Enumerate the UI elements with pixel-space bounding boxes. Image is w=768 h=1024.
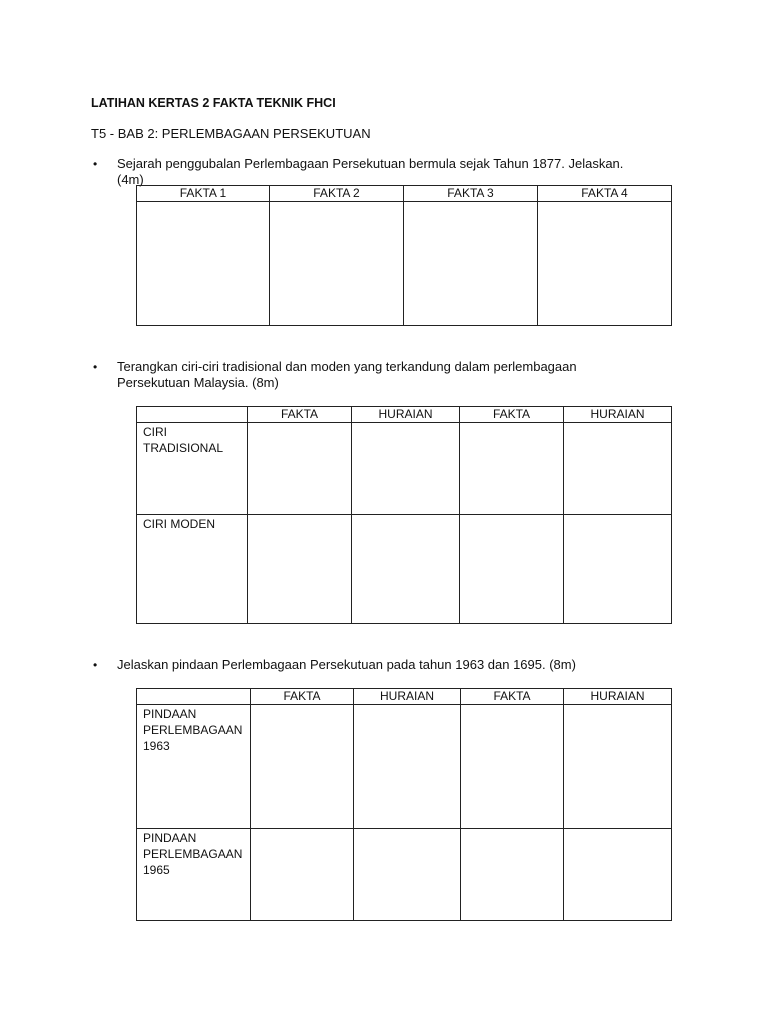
bullet-icon: • bbox=[93, 157, 98, 171]
header-cell: FAKTA 2 bbox=[270, 186, 404, 202]
question-2-table bbox=[136, 406, 672, 624]
header-cell: HURAIAN bbox=[564, 407, 672, 423]
table-header-row bbox=[137, 186, 672, 202]
answer-cell[interactable] bbox=[352, 515, 460, 624]
answer-cell[interactable] bbox=[354, 829, 461, 921]
answer-cell[interactable] bbox=[251, 705, 354, 829]
answer-cell[interactable] bbox=[460, 423, 564, 515]
answer-cell[interactable] bbox=[354, 705, 461, 829]
answer-cell[interactable] bbox=[251, 829, 354, 921]
table-header-row bbox=[137, 689, 672, 705]
question-1 bbox=[93, 156, 693, 187]
table-row bbox=[137, 705, 672, 829]
header-cell: FAKTA 4 bbox=[538, 186, 672, 202]
answer-cell[interactable] bbox=[248, 515, 352, 624]
table-row bbox=[137, 515, 672, 624]
header-cell: FAKTA bbox=[460, 407, 564, 423]
answer-cell[interactable] bbox=[564, 515, 672, 624]
table-row bbox=[137, 829, 672, 921]
bullet-icon: • bbox=[93, 658, 98, 672]
table-header-row bbox=[137, 407, 672, 423]
header-cell: HURAIAN bbox=[352, 407, 460, 423]
document-title: LATIHAN KERTAS 2 FAKTA TEKNIK FHCI bbox=[91, 96, 336, 110]
question-3-text: Jelaskan pindaan Perlembagaan Persekutuan pada tahun 1963 dan 1695. (8m) bbox=[117, 657, 576, 672]
header-cell: HURAIAN bbox=[354, 689, 461, 705]
table-row bbox=[137, 423, 672, 515]
answer-cell[interactable] bbox=[461, 705, 564, 829]
bullet-icon: • bbox=[93, 360, 98, 374]
header-cell bbox=[137, 689, 251, 705]
question-3 bbox=[93, 657, 693, 675]
question-3-table bbox=[136, 688, 672, 921]
row-label-pindaan-1963: PINDAAN PERLEMBAGAAN 1963 bbox=[137, 705, 251, 829]
question-1-text: Sejarah penggubalan Perlembagaan Persekutuan bermula sejak Tahun 1877. Jelaskan. (4m) bbox=[117, 156, 624, 187]
answer-cell[interactable] bbox=[461, 829, 564, 921]
document-subtitle: T5 - BAB 2: PERLEMBAGAAN PERSEKUTUAN bbox=[91, 126, 371, 141]
question-2 bbox=[93, 359, 693, 393]
answer-cell[interactable] bbox=[137, 202, 270, 326]
header-cell: FAKTA 3 bbox=[404, 186, 538, 202]
answer-cell[interactable] bbox=[248, 423, 352, 515]
answer-cell[interactable] bbox=[352, 423, 460, 515]
row-label-ciri-moden: CIRI MODEN bbox=[137, 515, 248, 624]
question-1-table bbox=[136, 185, 672, 326]
answer-cell[interactable] bbox=[404, 202, 538, 326]
answer-cell[interactable] bbox=[270, 202, 404, 326]
table-row bbox=[137, 202, 672, 326]
answer-cell[interactable] bbox=[538, 202, 672, 326]
answer-cell[interactable] bbox=[564, 705, 672, 829]
header-cell: FAKTA bbox=[248, 407, 352, 423]
header-cell: FAKTA bbox=[251, 689, 354, 705]
question-2-text: Terangkan ciri-ciri tradisional dan moden yang terkandung dalam perlembagaan Persekutuan Malaysia. (8m) bbox=[117, 359, 577, 390]
header-cell: HURAIAN bbox=[564, 689, 672, 705]
header-cell: FAKTA 1 bbox=[137, 186, 270, 202]
answer-cell[interactable] bbox=[564, 829, 672, 921]
answer-cell[interactable] bbox=[564, 423, 672, 515]
answer-cell[interactable] bbox=[460, 515, 564, 624]
header-cell bbox=[137, 407, 248, 423]
header-cell: FAKTA bbox=[461, 689, 564, 705]
row-label-ciri-tradisional: CIRI TRADISIONAL bbox=[137, 423, 248, 515]
row-label-pindaan-1965: PINDAAN PERLEMBAGAAN 1965 bbox=[137, 829, 251, 921]
